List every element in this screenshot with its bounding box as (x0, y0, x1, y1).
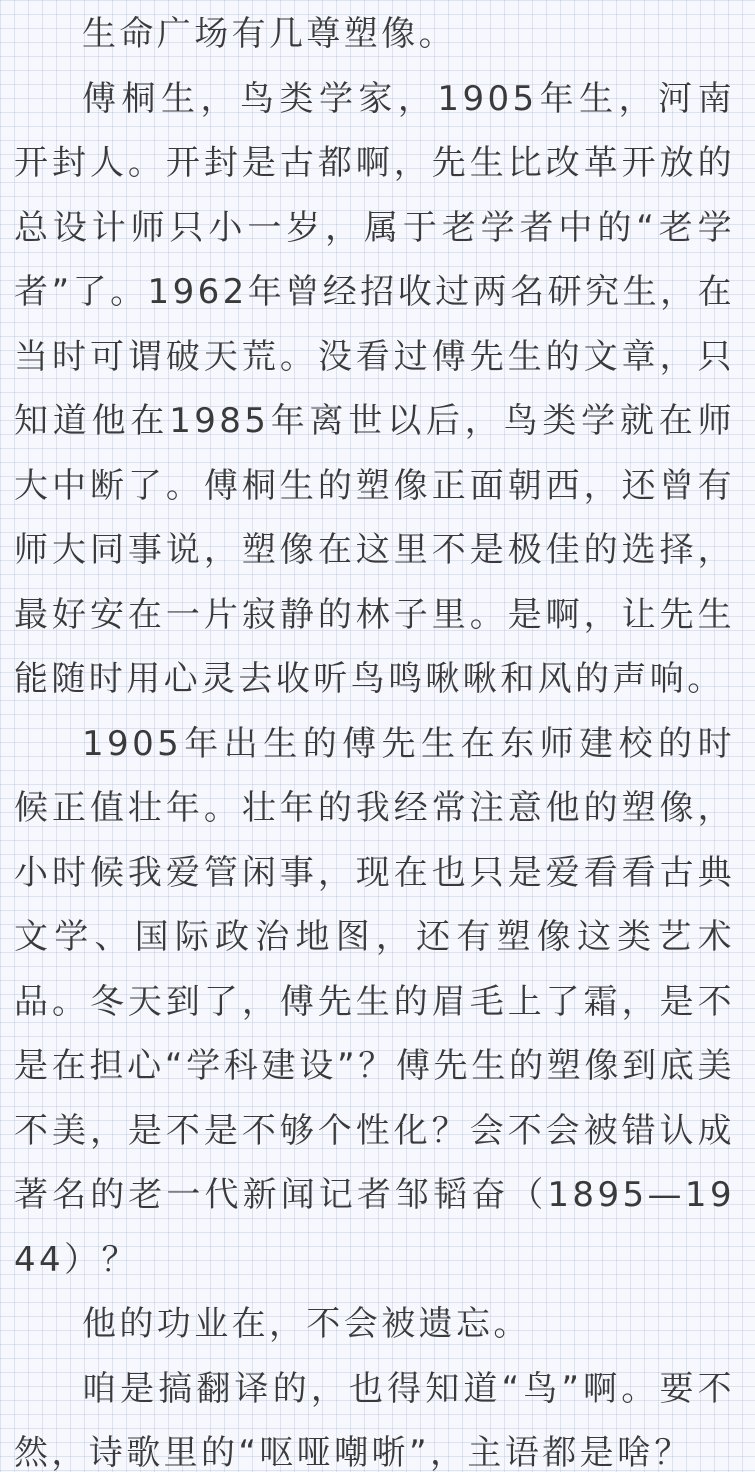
paragraph-statues-intro: 生命广场有几尊塑像。 (82, 14, 456, 54)
paragraph-translation-birds: 咱是搞翻译的，也得知道“鸟”啊。要不然，诗歌里的“呕哑嘲哳”，主语都是啥？ (14, 1368, 735, 1472)
paragraph-statue-reflection: 1905年出生的傅先生在东师建校的时候正值壮年。壮年的我经常注意他的塑像，小时候我爱管闲事，现在也只是爱看看古典文学、国际政治地图，还有塑像这类艺术品。冬天到了，傅先生的眉毛上了霜，是不是在担心“学科建设”？傅先生的塑像到底美不美，是不是不够个性化？会不会被错认成著名的老一代新闻记者邹韬奋（1895—1944）？ (14, 723, 735, 1280)
article-body (14, 0, 735, 1472)
paragraph-fu-tongsheng-bio: 傅桐生，鸟类学家，1905年生，河南开封人。开封是古都啊，先生比改革开放的总设计师只小一岁，属于老学者中的“老学者”了。1962年曾经招收过两名研究生，在当时可谓破天荒。没看过傅先生的文章，只知道他在1985年离世以后，鸟类学就在师大中断了。傅桐生的塑像正面朝西，还曾有师大同事说，塑像在这里不是极佳的选择，最好安在一片寂静的林子里。是啊，让先生能随时用心灵去收听鸟鸣啾啾和风的声响。 (14, 78, 735, 699)
paragraph-legacy: 他的功业在，不会被遗忘。 (82, 1304, 531, 1344)
